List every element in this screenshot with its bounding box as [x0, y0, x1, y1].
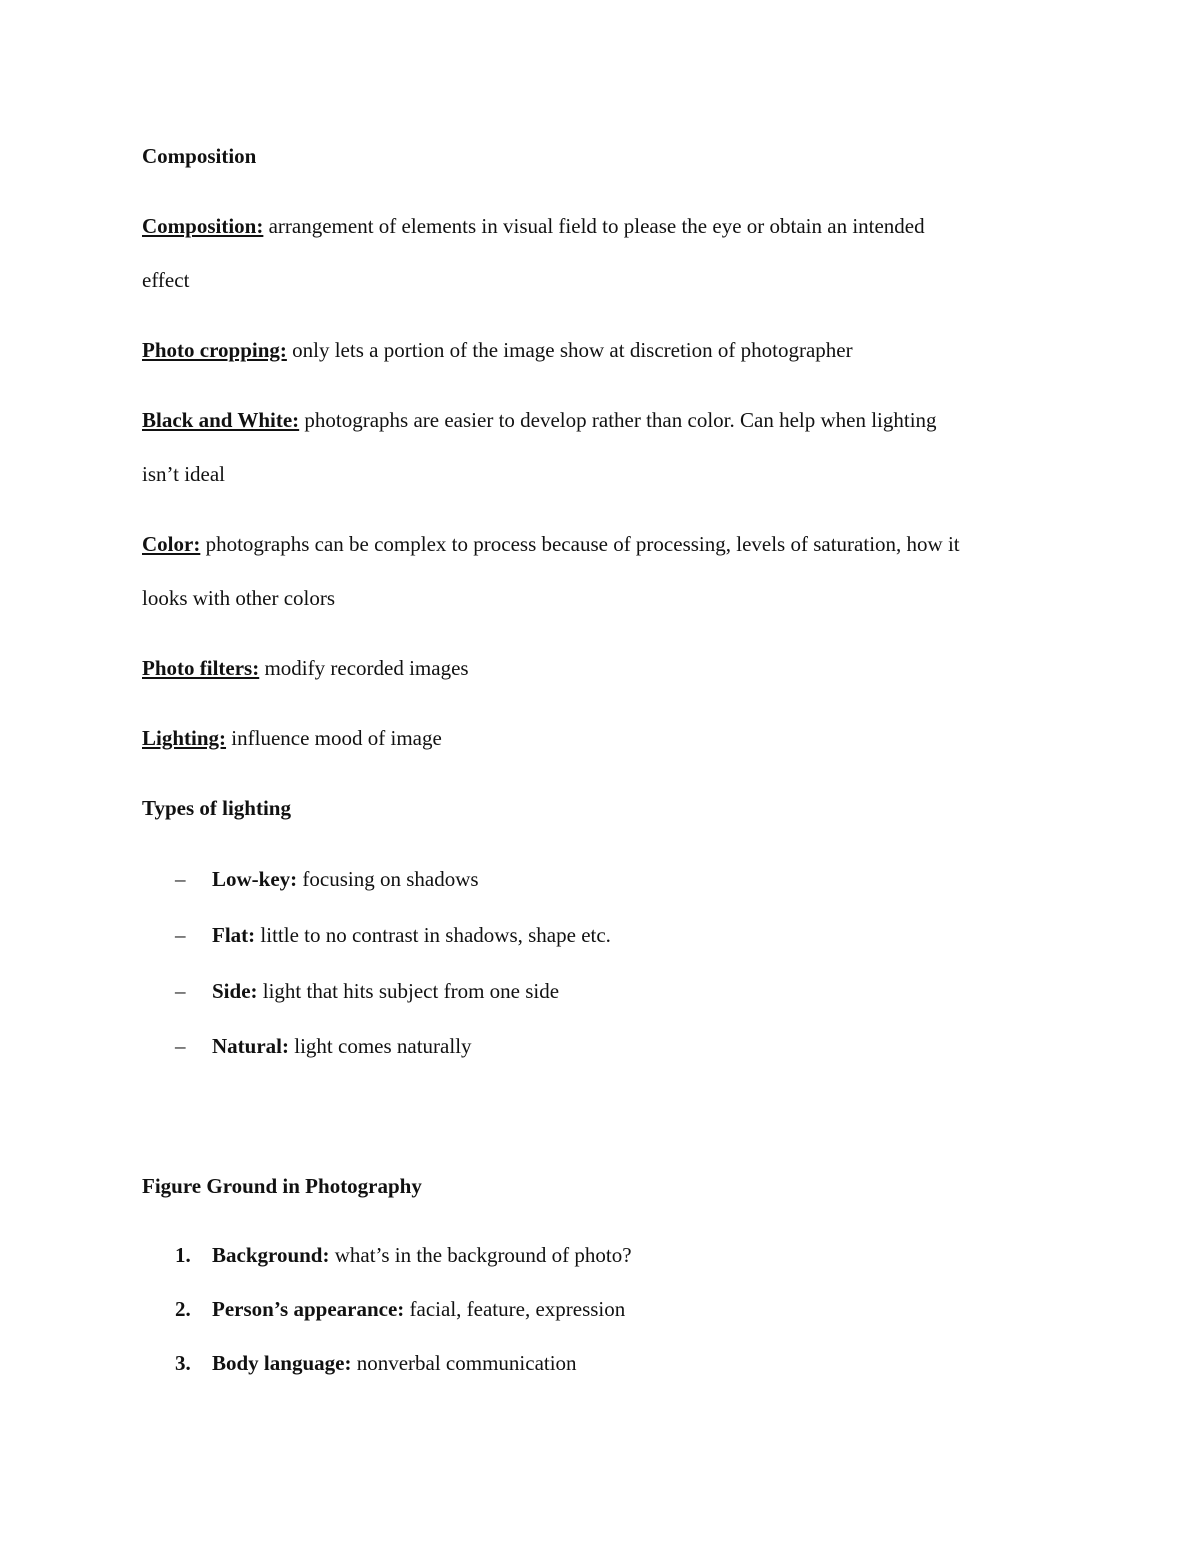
list-item-text: focusing on shadows: [297, 867, 479, 891]
list-item-term: Flat:: [212, 923, 256, 947]
definition-text: arrangement of elements in visual field to please the eye or obtain an intended: [263, 214, 925, 238]
list-item-term: Natural:: [212, 1034, 289, 1058]
definition-photo-filters: [142, 655, 469, 681]
definition-text: influence mood of image: [226, 726, 442, 750]
list-bullet: –: [175, 1034, 186, 1058]
composition-heading: Composition: [142, 144, 257, 168]
numbered-item-text: facial, feature, expression: [404, 1297, 626, 1321]
list-item-text: little to no contrast in shadows, shape etc.: [255, 923, 611, 947]
numbered-item-text: nonverbal communication: [351, 1351, 577, 1375]
definition-term: Lighting:: [142, 726, 227, 750]
list-number: 2.: [175, 1297, 191, 1321]
definition-black-and-white: [142, 407, 937, 433]
list-item-text: light comes naturally: [289, 1034, 472, 1058]
definition-term: Photo cropping:: [142, 338, 287, 362]
list-item-term: Low-key:: [212, 867, 298, 891]
list-bullet: –: [175, 923, 186, 947]
definition-composition: [142, 213, 925, 239]
numbered-item-text: what’s in the background of photo?: [329, 1243, 632, 1267]
numbered-item: [212, 1296, 625, 1322]
definition-term: Black and White:: [142, 408, 300, 432]
definition-lighting: [142, 725, 442, 751]
list-item-text: light that hits subject from one side: [257, 979, 560, 1003]
definition-continuation: isn’t ideal: [142, 462, 226, 486]
list-item: [212, 1033, 472, 1059]
definition-term: Color:: [142, 532, 201, 556]
list-item: [212, 866, 479, 892]
definition-text: only lets a portion of the image show at discretion of photographer: [286, 338, 853, 362]
definition-color: [142, 531, 960, 557]
definition-photo-cropping: [142, 337, 853, 363]
definition-text: photographs can be complex to process because of processing, levels of saturation, how it: [200, 532, 960, 556]
numbered-item: [212, 1242, 632, 1268]
numbered-item: [212, 1350, 577, 1376]
numbered-item-term: Background:: [212, 1243, 330, 1267]
numbered-item-term: Body language:: [212, 1351, 352, 1375]
definition-text: photographs are easier to develop rather than color. Can help when lighting: [299, 408, 937, 432]
definition-continuation: looks with other colors: [142, 586, 336, 610]
list-bullet: –: [175, 979, 186, 1003]
definition-text: modify recorded images: [259, 656, 469, 680]
list-item: [212, 922, 611, 948]
numbered-item-term: Person’s appearance:: [212, 1297, 405, 1321]
list-item-term: Side:: [212, 979, 258, 1003]
list-bullet: –: [175, 867, 186, 891]
list-number: 3.: [175, 1351, 191, 1375]
list-item: [212, 978, 559, 1004]
definition-term: Photo filters:: [142, 656, 260, 680]
figure-ground-heading: Figure Ground in Photography: [142, 1174, 422, 1198]
list-number: 1.: [175, 1243, 191, 1267]
lighting-types-heading: Types of lighting: [142, 796, 291, 820]
definition-term: Composition:: [142, 214, 264, 238]
definition-continuation: effect: [142, 268, 190, 292]
